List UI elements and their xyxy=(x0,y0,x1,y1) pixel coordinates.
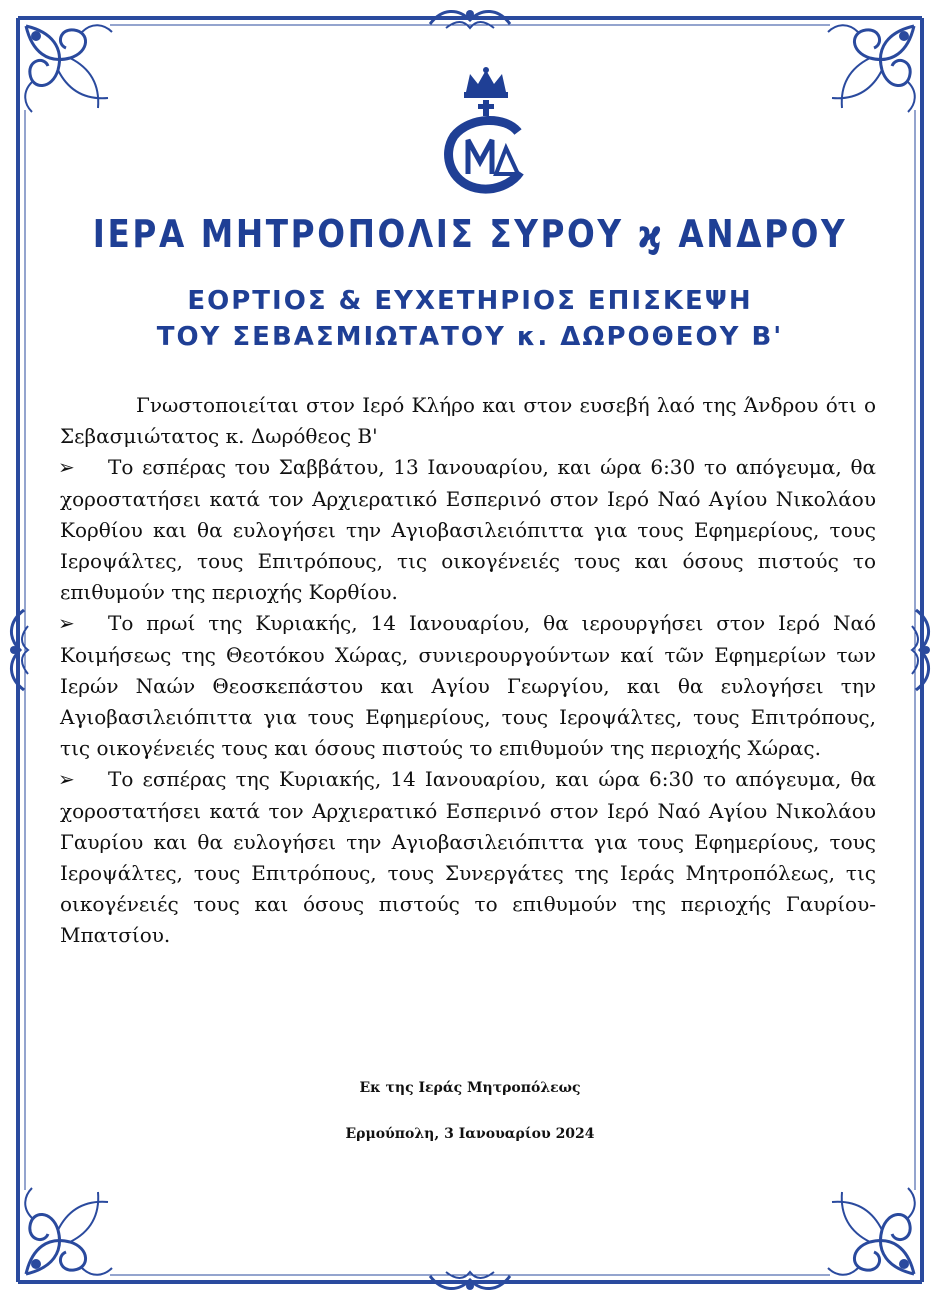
list-item xyxy=(60,764,876,951)
list-item xyxy=(60,452,876,608)
list-item xyxy=(60,608,876,764)
list-item-text: Το πρωί της Κυριακής, 14 Ιανουαρίου, θα ιερουργήσει στον Ιερό Ναό Κοιμήσεως της Θεοτόκου Χώρας, συνιερουργούντων καί τῶν Εφημερίων των Ιερών Ναών Θεοσκεπάστου και Αγίου Γεωργίου, και θα ευλογήσει την Αγιοβασιλειόπιττα για τους Εφημερίους, τους Ιεροψάλτες, τους Επιτρόπους, τις οικογένειές τους και όσους πιστούς το επιθυμούν της περιοχής Χώρας. xyxy=(60,611,876,761)
arrowhead-bullet-icon: ➢ xyxy=(58,611,75,636)
ornamental-corner-icon xyxy=(18,18,122,122)
ornamental-corner-icon xyxy=(18,1178,122,1282)
announcement-title-line1: ΕΟΡΤΙΟΣ & ΕΥΧΕΤΗΡΙΟΣ ΕΠΙΣΚΕΨΗ xyxy=(187,286,753,316)
ornamental-corner-icon xyxy=(818,18,922,122)
arrowhead-bullet-icon: ➢ xyxy=(58,767,75,792)
crown-cross-monogram-logo xyxy=(440,66,532,196)
intro-paragraph: Γνωστοποιείται στον Ιερό Κλήρο και στον ευσεβή λαό της Άνδρου ότι ο Σεβασμιώτατος κ. Δωρόθεος Β' xyxy=(60,393,876,449)
list-item-text: Το εσπέρας της Κυριακής, 14 Ιανουαρίου, και ώρα 6:30 το απόγευμα, θα χοροστατήσει κατά τον Αρχιερατικό Εσπερινό στον Ιερό Ναό Αγίου Νικολάου Γαυρίου και θα ευλογήσει την Αγιοβασιλειόπιττα για τους Εφημερίους, τους Ιεροψάλτες, τους Επιτρόπους, τους Συνεργάτες της Ιεράς Μητροπόλεως, τις οικογένειές τους και όσους πιστούς το επιθυμούν της περιοχής Γαυρίου-Μπατσίου. xyxy=(60,767,876,948)
announcement-title-line2: ΤΟΥ ΣΕΒΑΣΜΙΩΤΑΤΟΥ κ. ΔΩΡΟΘΕΟΥ Β' xyxy=(156,322,784,352)
arrowhead-bullet-icon: ➢ xyxy=(58,455,75,480)
organization-title: ΙΕΡΑ ΜΗΤΡΟΠΟΛΙΣ ΣΥΡΟΥ ϗ ΑΝΔΡΟΥ xyxy=(92,212,848,256)
list-item-text: Το εσπέρας του Σαββάτου, 13 Ιανουαρίου, και ώρα 6:30 το απόγευμα, θα χοροστατήσει κατά τον Αρχιερατικό Εσπερινό στον Ιερό Ναό Αγίου Νικολάου Κορθίου και θα ευλογήσει την Αγιοβασιλειόπιττα για τους Εφημερίους, τους Ιεροψάλτες, τους Επιτρόπους, τις οικογένειές τους και όσους πιστούς το επιθυμούν της περιοχής Κορθίου. xyxy=(60,455,876,605)
announcement-body xyxy=(60,390,876,952)
closing-date: Ερμούπολη, 3 Ιανουαρίου 2024 xyxy=(345,1126,595,1142)
ornamental-corner-icon xyxy=(818,1178,922,1282)
closing-issuer: Εκ της Ιεράς Μητροπόλεως xyxy=(359,1080,581,1096)
